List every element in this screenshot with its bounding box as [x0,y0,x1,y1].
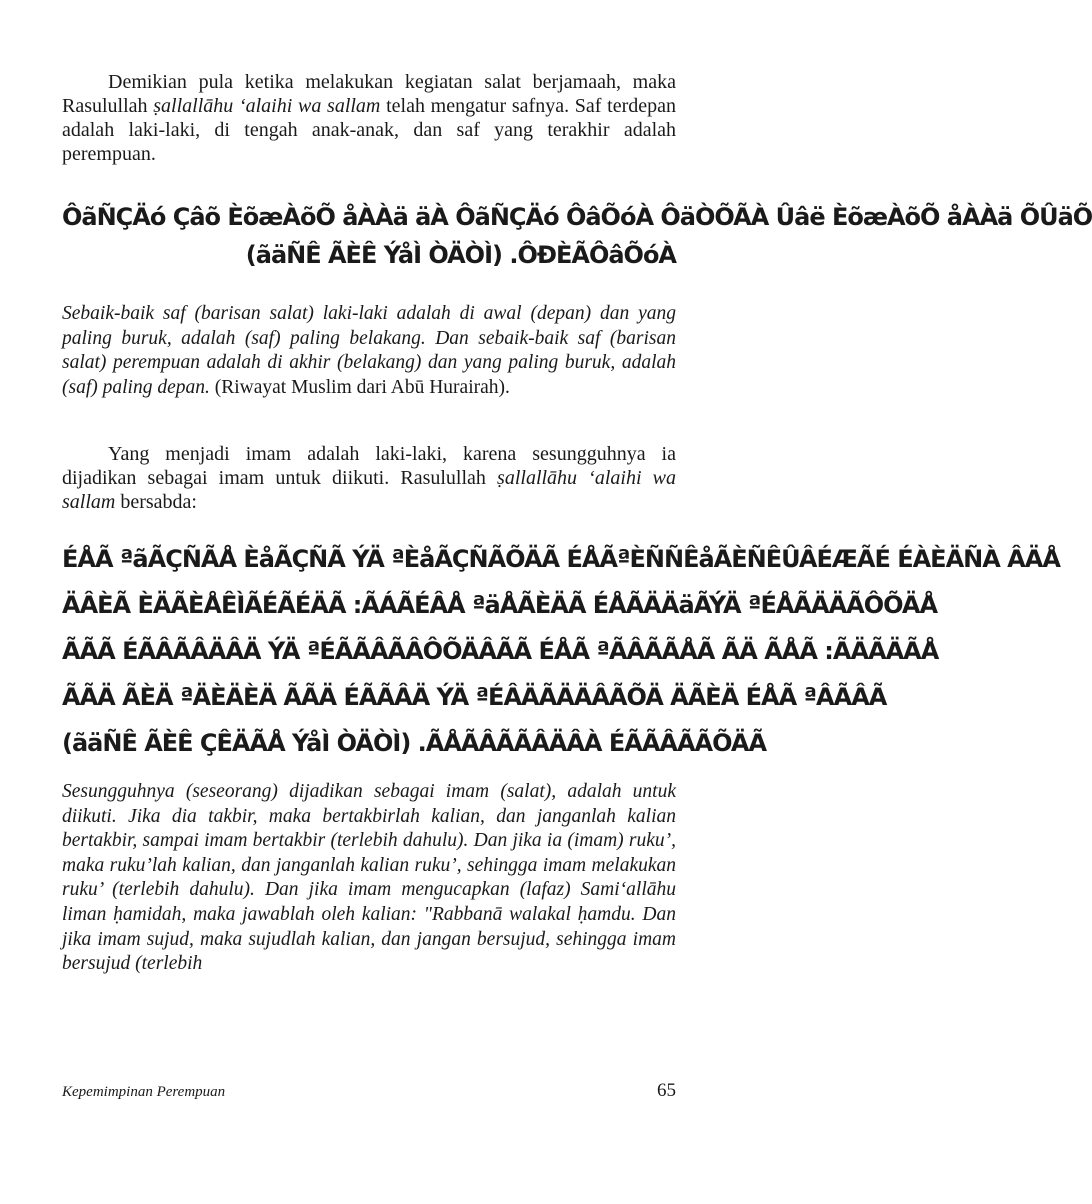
page-footer [62,1080,676,1102]
arabic2-line-2: ÄÂÈÃ ÈÄÃÈÅÊÌÃÉÃÉÄÃ :ÃÁÃÉÂÅ ªäÅÃÈÄÃ ÉÅÃÄÄäÃÝÄ ªÉÅÃÄÄÃÔÕÄÅ [62,591,938,619]
trans1-source: (Riwayat Muslim dari Abū Hurairah). [209,376,510,398]
arabic2-line-3: ÃÃÃ ÉÃÂÃÂÄÂÄ ÝÄ ªÉÃÃÂÃÂÔÕÄÂÃÃ ÉÅÃ ªÃÂÃÃÅÃ ÃÄ ÃÅÃ :ÃÄÃÄÃÅ [62,637,939,665]
arabic1-line-1: ÔãÑÇÄó Çâõ ÈõæÀõÕ åÀÀä äÀ ÔãÑÇÄó ÔâÕóÀ ÔäÒÕÃÀ Ûâë ÈõæÀõÕ åÀÀä ÕÛäÕ [62,203,1092,231]
arabic1-line-2: (ãäÑÊ ÃÈÊ ÝåÌ ÒÄÒÌ) .ÔÐÈÃÔâÕóÀ [245,241,676,269]
para1-text-before: Demikian pula ketika melakukan kegiatan salat berjamaah, maka Rasulullah [62,71,676,117]
arabic2-line-5: (ãäÑÊ ÃÈÊ ÇÊÄÃÅ ÝåÌ ÒÄÒÌ) .ÃÅÃÂÃÃÂÄÂÀ ÉÃÃÂÃÃÕÄÃ [62,729,767,757]
page-number: 65 [657,1080,676,1101]
arabic-hadith-1 [62,198,1092,288]
translation-hadith-2: Sesungguhnya (seseorang) dijadikan sebagai imam (salat), adalah untuk diikuti. Jika dia takbir, maka bertakbirlah kalian, dan janganlah kalian bertakbir, sampai imam bertakbir (terlebih dahulu). Dan jika ia (imam) ruku’, maka ruku’lah kalian, dan janganlah kalian ruku’, sehingga imam melakukan ruku’ (terlebih dahulu). Dan jika imam mengucapkan (lafaz) Sami‘allāhu liman ḥamidah, maka jawablah oleh kalian: "Rabbanā walakal ḥamdu. Dan jika imam sujud, maka sujudlah kalian, dan jangan bersujud, sehingga imam bersujud (terlebih [62,781,676,975]
arabic2-line-4: ÃÃÄ ÃÈÄ ªÄÈÄÈÄ ÃÃÄ ÉÃÃÂÄ ÝÄ ªÉÂÄÃÄÄÂÃÕÄ ÄÃÈÄ ÉÅÃ ªÂÃÂÃ [62,683,887,711]
translation-hadith-1 [62,302,676,432]
para1-honorific: ṣallallāhu ‘alaihi wa sallam [153,95,381,117]
paragraph-imam [62,442,676,520]
running-title: Kepemimpinan Perempuan [62,1084,226,1100]
para2-text-after: bersabda: [115,491,197,513]
para1-text-after: telah mengatur safnya. Saf terdepan adalah laki-laki, di tengah anak-anak, dan saf yang terakhir adalah perempuan. [62,95,676,165]
para2-honorific: ṣallallāhu ‘alaihi wa sallam [62,467,676,513]
arabic-hadith-2 [62,536,1060,768]
arabic2-line-1: ÉÅÃ ªãÃÇÑÃÅ ÈåÃÇÑÃ ÝÄ ªÈåÃÇÑÃÕÄÃ ÉÅÃªÈÑÑÊåÃÈÑÊÛÂÉÆÃÉ ÉÀÈÄÑÀ ÂÄÅ [62,545,1060,573]
trans1-text: Sebaik-baik saf (barisan salat) laki-laki adalah di awal (depan) dan yang paling buruk, adalah (saf) paling belakang. Dan sebaik-baik saf (barisan salat) perempuan adalah di akhir (belakang) dan yang paling buruk, adalah (saf) paling depan. [62,303,676,398]
para2-text-before: Yang menjadi imam adalah laki-laki, karena sesungguhnya ia dijadikan sebagai imam untuk diikuti. Rasulullah [62,443,676,489]
page-body [62,70,1092,977]
paragraph-intro [62,70,676,190]
